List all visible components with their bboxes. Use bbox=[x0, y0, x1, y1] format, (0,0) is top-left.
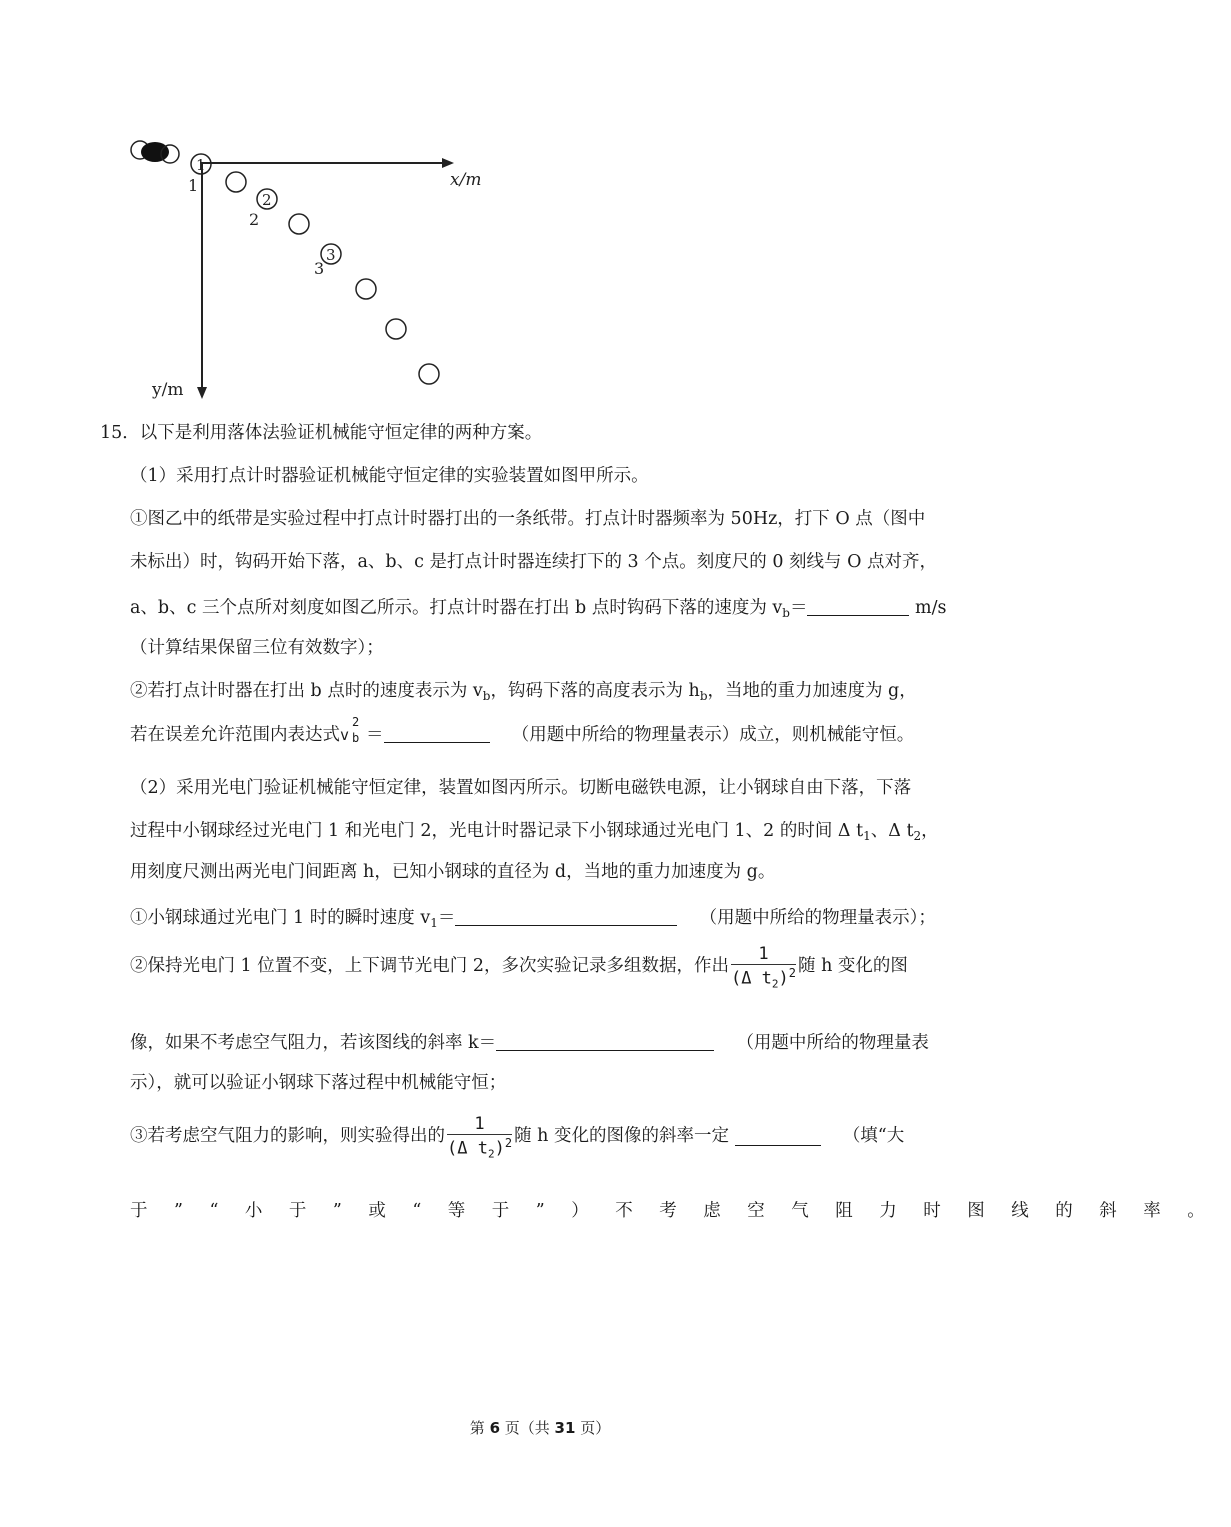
ball-3-label: 3 bbox=[314, 259, 325, 278]
q3-mid: 随 h 变化的图像的斜率一定 bbox=[514, 1126, 729, 1147]
x-axis-label: x/m bbox=[450, 170, 482, 190]
part2-line2-b: 、Δ t bbox=[870, 821, 914, 841]
fraction-1-over-dt2-squared-2: $\frac{1}{(\Delta t_2)^2}$ bbox=[447, 1114, 513, 1161]
q1-pre: ①小钢球通过光电门 1 时的瞬时速度 v bbox=[130, 908, 431, 928]
part1-p1-line1: ①图乙中的纸带是实验过程中打点计时器打出的一条纸带。打点计时器频率为 50Hz，打下 O 点（图中 bbox=[130, 509, 926, 529]
q2-post: 随 h 变化的图 bbox=[798, 956, 908, 977]
v1-subscript: 1 bbox=[430, 916, 438, 930]
p2-line2-pre: 若在误差允许范围内表达式 bbox=[130, 725, 340, 745]
y-axis-label: y/m bbox=[152, 380, 184, 400]
vb-subscript-2: b bbox=[482, 689, 491, 703]
answer-blank-v1[interactable] bbox=[455, 907, 677, 926]
t2-subscript: 2 bbox=[913, 829, 922, 843]
total-pages: 31 bbox=[554, 1419, 576, 1437]
footer-post: 页） bbox=[575, 1419, 611, 1437]
ball-2-label: 2 bbox=[249, 210, 260, 229]
y-axis-arrow bbox=[197, 387, 207, 399]
x-axis-arrow bbox=[442, 158, 454, 168]
p2-text-a: ②若打点计时器在打出 b 点时的速度表示为 v bbox=[130, 681, 483, 701]
part2-line3: 用刻度尺测出两光电门间距离 h，已知小钢球的直径为 d，当地的重力加速度为 g。 bbox=[130, 862, 776, 882]
part2-line2-a: 过程中小钢球经过光电门 1 和光电门 2，光电计时器记录下小钢球通过光电门 1、2 的时间 Δ t bbox=[130, 821, 864, 841]
part1-p1-line2: 未标出）时，钩码开始下落，a、b、c 是打点计时器连续打下的 3 个点。刻度尺的 0 刻线与 O 点对齐， bbox=[130, 552, 937, 572]
part2-q2b-line bbox=[130, 1032, 929, 1053]
vb-squared: v 2 b bbox=[340, 715, 360, 745]
page-footer bbox=[0, 1417, 1080, 1438]
part2-line2 bbox=[130, 823, 939, 841]
question-intro: 以下是利用落体法验证机械能守恒定律的两种方案。 bbox=[139, 423, 543, 443]
ball-c bbox=[356, 279, 376, 299]
fraction-1-over-dt2-squared: $\frac{1}{(\Delta t_2)^2}$ bbox=[730, 944, 797, 991]
part1-p2-line1 bbox=[130, 683, 917, 701]
trajectory-figure bbox=[120, 125, 500, 405]
ball-d bbox=[386, 319, 406, 339]
answer-blank-expression[interactable] bbox=[384, 724, 490, 743]
q1-post: （用题中所给的物理量表示）； bbox=[699, 908, 936, 928]
p1-line3-text: a、b、c 三个点所对刻度如图乙所示。打点计时器在打出 b 点时钩码下落的速度为 v bbox=[130, 598, 783, 618]
answer-blank-compare[interactable] bbox=[735, 1127, 821, 1146]
ball-e bbox=[419, 364, 439, 384]
q2b-post: （用题中所给的物理量表 bbox=[736, 1033, 929, 1053]
part2-line1: （2）采用光电门验证机械能守恒定律，装置如图丙所示。切断电磁铁电源，让小钢球自由下落，下落 bbox=[130, 778, 912, 798]
part2-q3-line bbox=[130, 1114, 905, 1161]
equals-sign: ＝ bbox=[789, 598, 808, 618]
q2b-pre: 像，如果不考虑空气阻力，若该图线的斜率 k＝ bbox=[130, 1033, 497, 1053]
hb-subscript: b bbox=[699, 689, 708, 703]
current-page-number: 6 bbox=[489, 1419, 500, 1437]
ball-b bbox=[289, 214, 309, 234]
footer-mid: 页（共 bbox=[500, 1419, 555, 1437]
trajectory-diagram bbox=[120, 125, 500, 405]
part2-q1-line bbox=[130, 907, 936, 928]
equals-sign-2: ＝ bbox=[366, 725, 384, 745]
q3-pre: ③若考虑空气阻力的影响，则实验得出的 bbox=[130, 1126, 445, 1147]
part2-line2-c: ， bbox=[921, 821, 939, 841]
part1-p1-line4: （计算结果保留三位有效数字）； bbox=[130, 638, 384, 658]
part1-heading: （1）采用打点计时器验证机械能守恒定律的实验装置如图甲所示。 bbox=[130, 466, 649, 486]
p2-text-b: ，钩码下落的高度表示为 h bbox=[490, 681, 700, 701]
part2-q2-line bbox=[130, 944, 908, 991]
answer-blank-vb[interactable] bbox=[807, 597, 909, 616]
part2-q2c-line: 示），就可以验证小钢球下落过程中机械能守恒； bbox=[130, 1073, 507, 1093]
ball-3-circled-number: 3 bbox=[326, 246, 336, 264]
ball-1-circled-number: 1 bbox=[196, 156, 206, 174]
part2-q3b-line: 于”“小于”或“等于”）不考虑空气阻力时图线的斜率。 bbox=[130, 1201, 1231, 1221]
question-number: 15． bbox=[100, 423, 140, 443]
part1-p2-line2 bbox=[130, 715, 915, 745]
t1-subscript: 1 bbox=[863, 829, 871, 843]
q2-pre: ②保持光电门 1 位置不变，上下调节光电门 2，多次实验记录多组数据，作出 bbox=[130, 956, 729, 977]
ball-1-label: 1 bbox=[188, 176, 199, 195]
unit-ms: m/s bbox=[915, 598, 947, 618]
footer-pre: 第 bbox=[469, 1419, 490, 1437]
p2-text-c: ，当地的重力加速度为 g， bbox=[707, 681, 917, 701]
answer-blank-slope[interactable] bbox=[496, 1032, 714, 1051]
part1-p1-line3 bbox=[130, 597, 947, 618]
ball-2-circled-number: 2 bbox=[262, 191, 272, 209]
q3-post: （填“大 bbox=[842, 1126, 905, 1147]
vb-subscript: b bbox=[782, 606, 790, 620]
p2-line2-post: （用题中所给的物理量表示）成立，则机械能守恒。 bbox=[511, 725, 915, 745]
equals-sign-3: ＝ bbox=[437, 908, 456, 928]
ball-smudge-blot bbox=[141, 142, 169, 162]
ball-a bbox=[226, 172, 246, 192]
question-intro-line bbox=[100, 425, 542, 443]
